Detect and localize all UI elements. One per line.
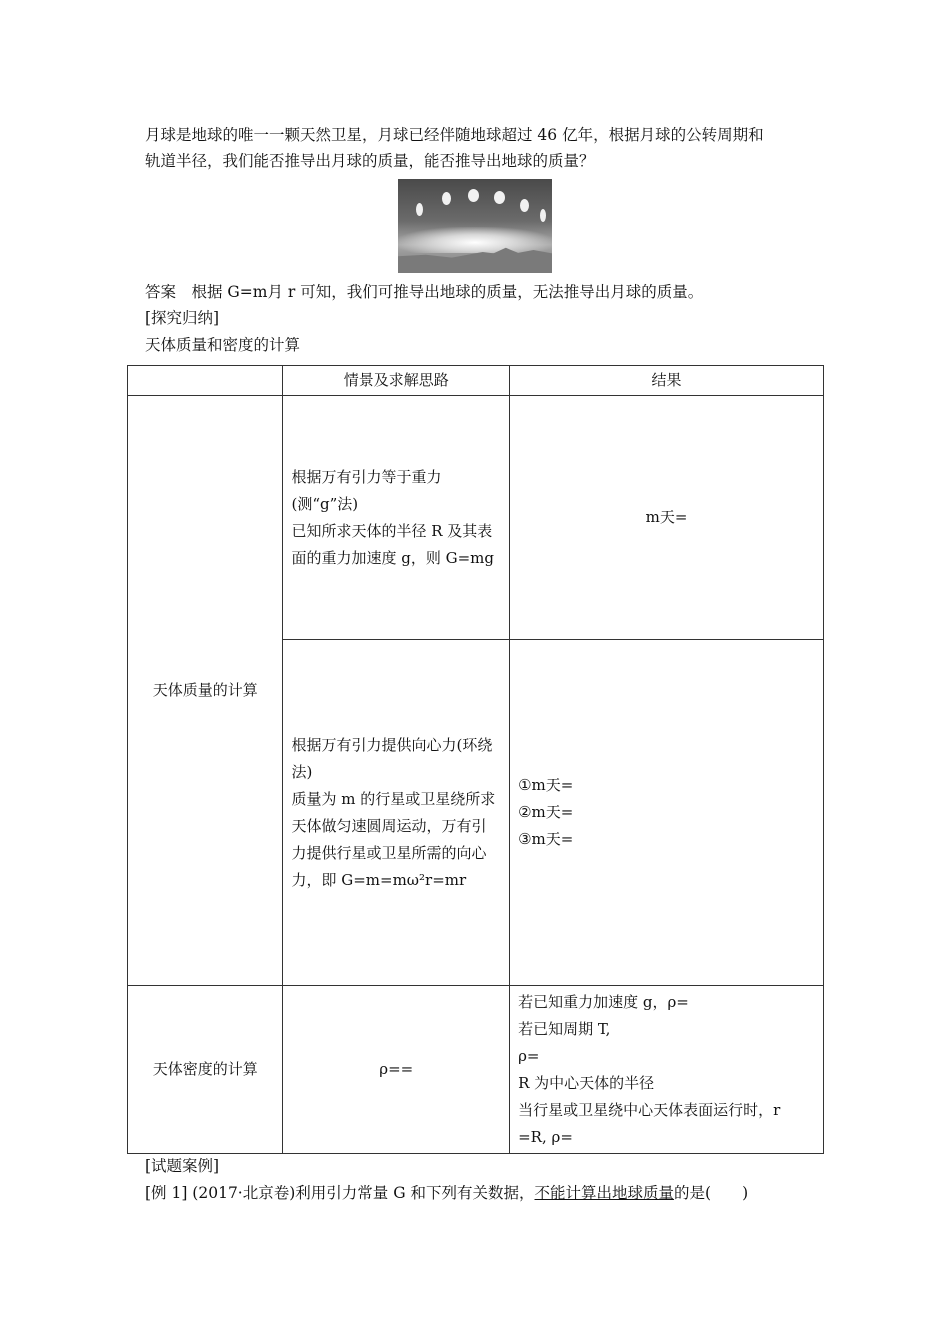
- method2-result-1: ①m天=: [518, 776, 574, 794]
- method1-desc: 已知所求天体的半径 R 及其表面的重力加速度 g，则 G=mg: [291, 521, 494, 567]
- method2-result-2: ②m天=: [518, 803, 574, 821]
- method2-result-3: ③m天=: [518, 830, 574, 848]
- example-prefix: [例 1] (2017·北京卷)利用引力常量 G 和下列有关数据，: [145, 1184, 535, 1202]
- density-result-4: R 为中心天体的半径: [518, 1073, 655, 1092]
- case-label: [试题案例]: [145, 1157, 220, 1175]
- density-label-cell: 天体密度的计算: [128, 986, 283, 1154]
- section-label: [探究归纳]: [145, 309, 220, 327]
- header-result: 结果: [510, 366, 824, 396]
- density-result-6: =R, ρ=: [518, 1127, 573, 1146]
- example-underlined: 不能计算出地球质量: [534, 1184, 675, 1202]
- mass-label-cell: 天体质量的计算: [128, 396, 283, 986]
- method2-cell: [283, 640, 510, 986]
- calculation-table: [127, 365, 824, 1154]
- intro-line-2: 轨道半径，我们能否推导出月球的质量，能否推导出地球的质量？: [145, 152, 595, 170]
- table-row: [128, 986, 824, 1154]
- example-1: [145, 1182, 748, 1204]
- table-row: [128, 396, 824, 640]
- density-formula-cell: ρ==: [283, 986, 510, 1154]
- table-header-row: [128, 366, 824, 396]
- table-title: 天体质量和密度的计算: [145, 336, 301, 354]
- density-result-3: ρ=: [518, 1046, 540, 1065]
- method1-result: m天=: [510, 396, 824, 640]
- moon-phases-image: [398, 179, 552, 273]
- header-scenario: 情景及求解思路: [283, 366, 510, 396]
- method1-title: 根据万有引力等于重力(测“g”法): [291, 467, 442, 513]
- header-empty: [128, 366, 283, 396]
- example-suffix: 的是( ): [674, 1184, 749, 1202]
- method1-cell: [283, 396, 510, 640]
- density-result-5: 当行星或卫星绕中心天体表面运行时，r: [518, 1100, 781, 1119]
- method2-title: 根据万有引力提供向心力(环绕法): [291, 735, 493, 781]
- answer-line: 答案 根据 G=m月 r 可知，我们可推导出地球的质量，无法推导出月球的质量。: [145, 283, 704, 301]
- density-result-1: 若已知重力加速度 g，ρ=: [518, 992, 689, 1011]
- method2-results-cell: [510, 640, 824, 986]
- method2-desc: 质量为 m 的行星或卫星绕所求天体做匀速圆周运动，万有引力提供行星或卫星所需的向心力，即 G=m=mω²r=mr: [291, 789, 496, 889]
- density-results-cell: [510, 986, 824, 1154]
- density-result-2: 若已知周期 T,: [518, 1019, 611, 1038]
- intro-line-1: 月球是地球的唯一一颗天然卫星，月球已经伴随地球超过 46 亿年，根据月球的公转周期和: [145, 126, 764, 144]
